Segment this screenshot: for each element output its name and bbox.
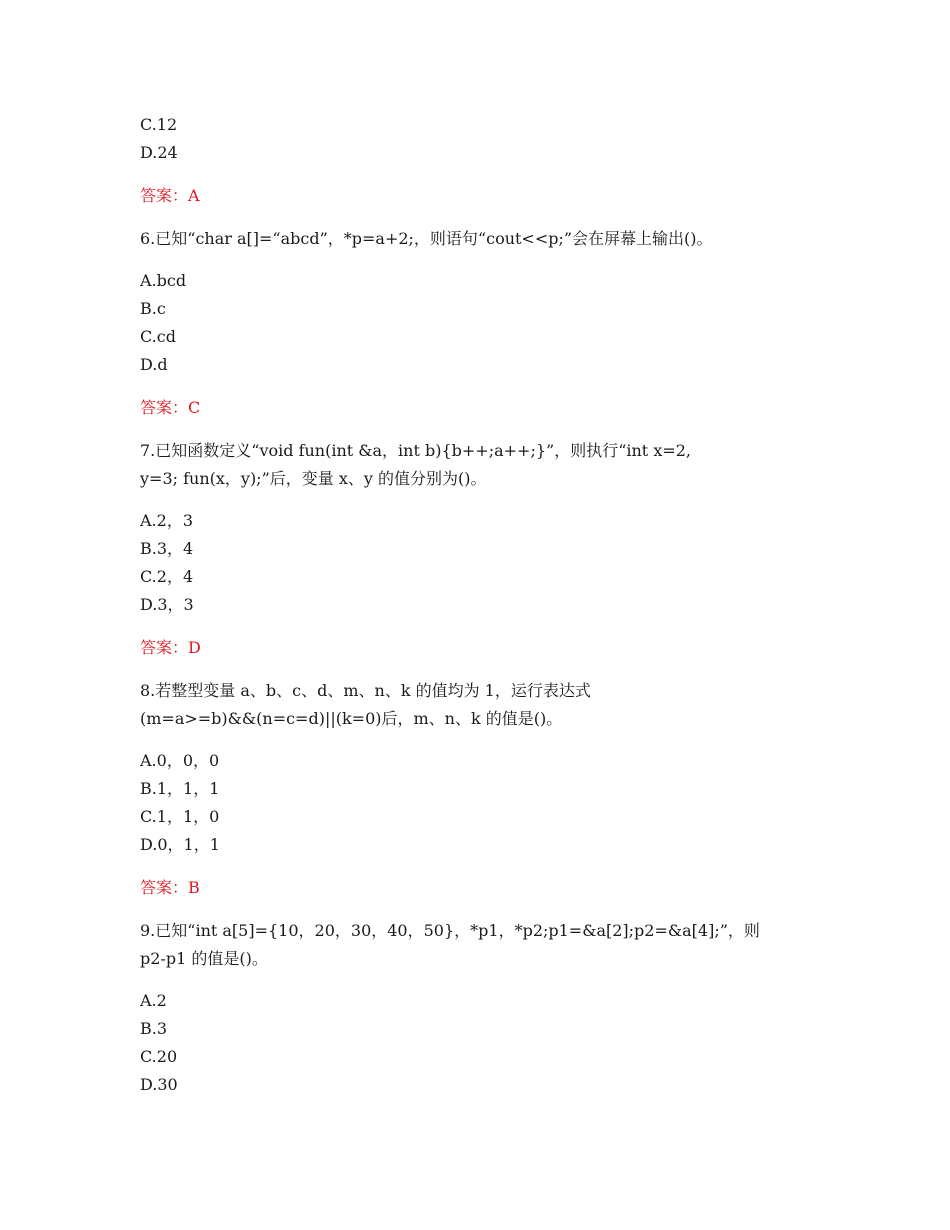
- question-stem-line-2: y=3; fun(x，y);”后，变量 x、y 的值分别为()。: [140, 469, 487, 488]
- option-c: C.12: [140, 115, 178, 134]
- option-d: D.30: [140, 1075, 178, 1094]
- question-8: [140, 677, 830, 902]
- option-d: D.0，1，1: [140, 835, 220, 854]
- question-stem-line-1: 7.已知函数定义“void fun(int &a，int b){b++;a++;}”，则执行“int x=2,: [140, 441, 692, 460]
- question-stem-line-1: 8.若整型变量 a、b、c、d、m、n、k 的值均为 1，运行表达式: [140, 681, 591, 700]
- answer-label: 答案：C: [140, 398, 201, 417]
- answer-label: 答案：D: [140, 638, 201, 657]
- option-b: B.c: [140, 299, 166, 318]
- option-a: A.0，0，0: [140, 751, 220, 770]
- option-b: B.3，4: [140, 539, 194, 558]
- question-6: [140, 225, 830, 422]
- option-c: C.cd: [140, 327, 176, 346]
- option-b: B.3: [140, 1019, 168, 1038]
- option-a: A.2: [140, 991, 167, 1010]
- question-stem-line-2: p2-p1 的值是()。: [140, 949, 268, 968]
- option-c: C.1，1，0: [140, 807, 220, 826]
- option-b: B.1，1，1: [140, 779, 220, 798]
- option-a: A.bcd: [140, 271, 187, 290]
- question-stem-line-2: (m=a>=b)&&(n=c=d)||(k=0)后，m、n、k 的值是()。: [140, 709, 563, 728]
- prev-question-options: [140, 111, 830, 167]
- option-d: D.d: [140, 355, 168, 374]
- question-7: [140, 437, 830, 662]
- answer-label: 答案：A: [140, 186, 200, 205]
- question-9: [140, 917, 830, 1099]
- option-d: D.24: [140, 143, 178, 162]
- question-stem: 6.已知“char a[]=“abcd”，*p=a+2;，则语句“cout<<p;”会在屏幕上输出()。: [140, 229, 713, 248]
- question-stem-line-1: 9.已知“int a[5]={10，20，30，40，50}，*p1，*p2;p1=&a[2];p2=&a[4];”，则: [140, 921, 760, 940]
- option-c: C.20: [140, 1047, 178, 1066]
- option-d: D.3，3: [140, 595, 194, 614]
- option-c: C.2，4: [140, 567, 194, 586]
- answer-label: 答案：B: [140, 878, 200, 897]
- document-page: [140, 111, 830, 1099]
- option-a: A.2，3: [140, 511, 194, 530]
